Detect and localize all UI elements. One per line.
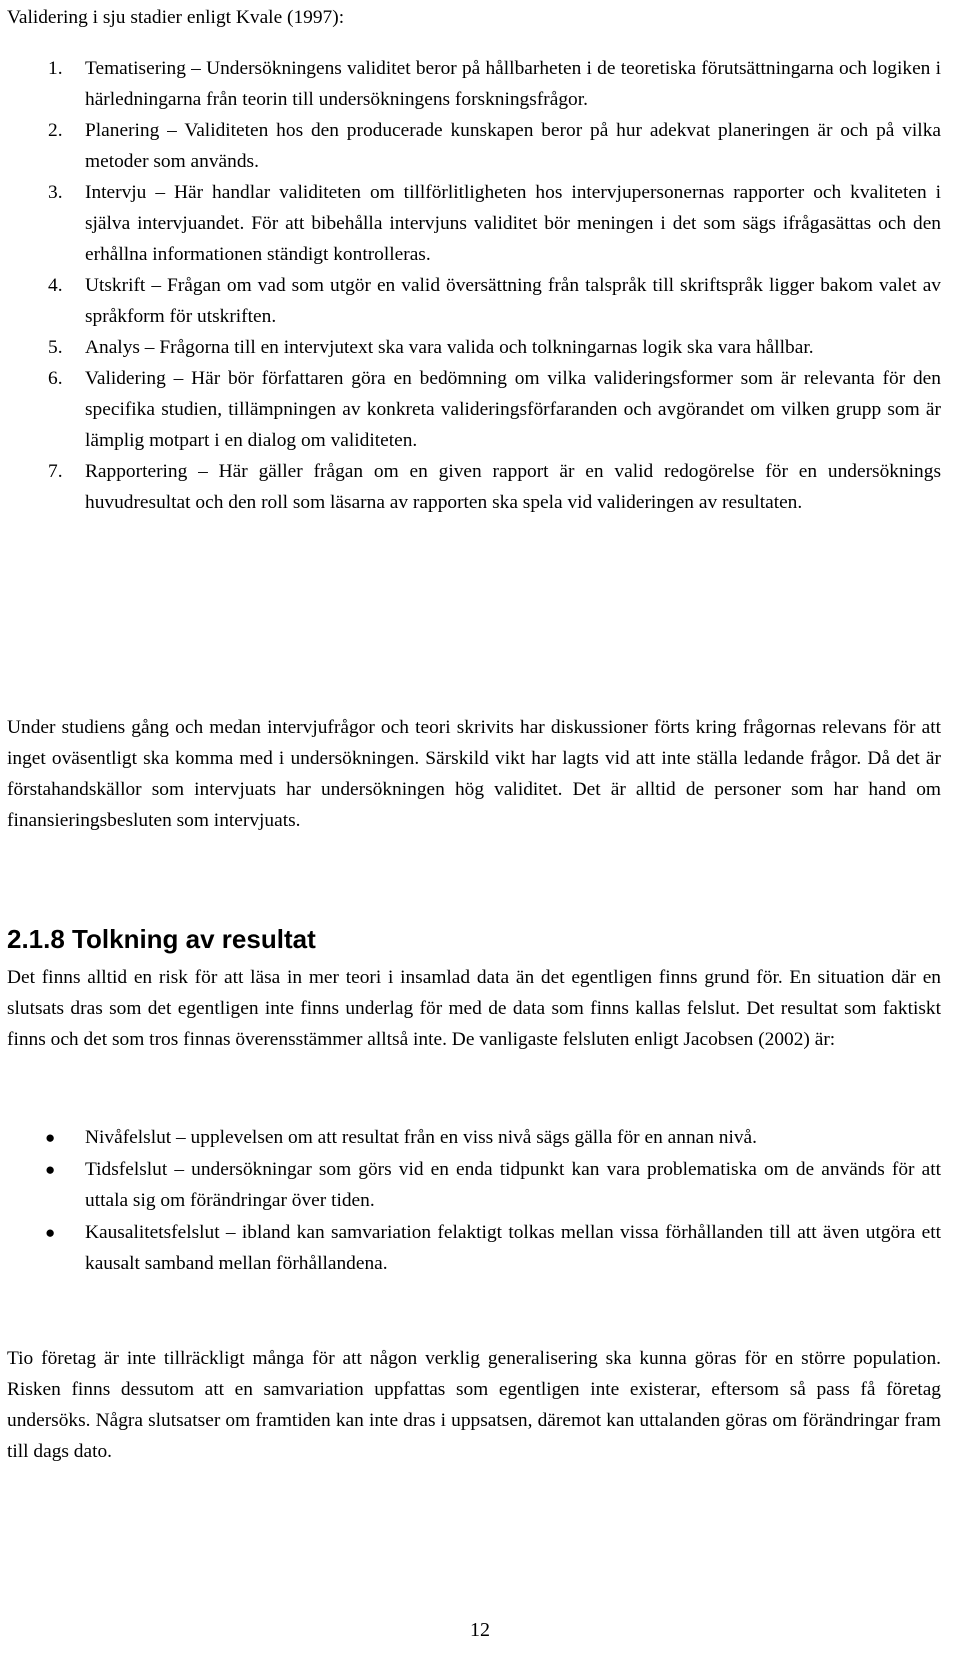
list-number: 4. (48, 275, 63, 296)
bullet-item (0, 1217, 960, 1279)
paragraph-interpretation: Det finns alltid en risk för att läsa in mer teori i insamlad data än det egentligen finns grund för. En situation där en slutsats dras som det egentligen inte finns underlag för med de data som finns kallas felslut. Det resultat som faktiskt finns och det som tros finnas överensstämmer alltså inte. De vanligaste felsluten enligt Jacobsen (2002) är: (7, 967, 941, 1050)
fallacy-bullet-list (0, 1122, 960, 1280)
list-number: 7. (48, 461, 63, 482)
list-item (0, 177, 960, 270)
list-item (0, 115, 960, 177)
list-item-text: Intervju – Här handlar validiteten om tillförlitligheten hos intervjupersonernas rapporter och kvaliteten i själva intervjuandet. För att bibehålla intervjuns validitet bör meningen i det som sägs ifrågasättas och den erhållna informationen ständigt kontrolleras. (85, 182, 941, 265)
bullet-text: Tidsfelslut – undersökningar som görs vid en enda tidpunkt kan vara problematiska om de används för att uttala sig om förändringar över tiden. (85, 1159, 941, 1211)
list-number: 2. (48, 120, 63, 141)
paragraph-validity: Under studiens gång och medan intervjufrågor och teori skrivits har diskussioner förts kring frågornas relevans för att inget oväsentligt ska komma med i undersökningen. Särskild vikt har lagts vid att inte ställa ledande frågor. Då det är förstahandskällor som intervjuats har undersökningen hög validitet. Det är alltid de personer som har hand om finansieringsbesluten som intervjuats. (7, 717, 941, 831)
bullet-icon: ● (45, 1160, 56, 1179)
bullet-item (0, 1154, 960, 1216)
list-number: 6. (48, 368, 63, 389)
list-item-text: Analys – Frågorna till en intervjutext ska vara valida och tolkningarnas logik ska vara hållbar. (85, 337, 814, 358)
page-number: 12 (470, 1619, 490, 1641)
list-number: 3. (48, 182, 63, 203)
list-item-text: Validering – Här bör författaren göra en bedömning om vilka valideringsformer som är relevanta för den specifika studien, tillämpningen av konkreta valideringsförfaranden och avgörandet om vilken grupp som är lämplig motpart i en dialog om validiteten. (85, 368, 941, 451)
section-heading: 2.1.8 Tolkning av resultat (7, 924, 316, 954)
list-item-text: Rapportering – Här gäller frågan om en given rapport är en valid redogörelse för en undersöknings huvudresultat och den roll som läsarna av rapporten ska spela vid valideringen av resultaten. (85, 461, 941, 513)
paragraph-generalisation: Tio företag är inte tillräckligt många för att någon verklig generalisering ska kunna göras för en större population. Risken finns dessutom att en samvariation uppfattas som egentligen inte existerar, eftersom så pass få företag undersöks. Några slutsatser om framtiden kan inte dras i uppsatsen, däremot kan uttalanden göras om förändringar fram till dags dato. (7, 1348, 941, 1462)
list-item-text: Tematisering – Undersökningens validitet beror på hållbarheten i de teoretiska förutsättningarna och logiken i härledningarna från teorin till undersökningens forskningsfrågor. (85, 58, 941, 110)
bullet-text: Nivåfelslut – upplevelsen om att resultat från en viss nivå sägs gälla för en annan nivå. (85, 1127, 758, 1148)
bullet-icon: ● (45, 1128, 56, 1147)
bullet-text: Kausalitetsfelslut – ibland kan samvariation felaktigt tolkas mellan vissa förhållanden till att även utgöra ett kausalt samband mellan förhållandena. (85, 1222, 941, 1274)
list-number: 5. (48, 337, 63, 358)
validation-stages-list (0, 53, 960, 518)
list-item (0, 53, 960, 115)
list-item (0, 456, 960, 518)
list-item-text: Utskrift – Frågan om vad som utgör en valid översättning från talspråk till skriftspråk ligger bakom valet av språkform för utskriften. (85, 275, 941, 327)
list-number: 1. (48, 58, 63, 79)
bullet-item (0, 1122, 960, 1153)
list-item (0, 363, 960, 456)
list-item (0, 332, 960, 363)
list-item-text: Planering – Validiteten hos den producerade kunskapen beror på hur adekvat planeringen är och på vilka metoder som används. (85, 120, 941, 172)
bullet-icon: ● (45, 1223, 56, 1242)
intro-line: Validering i sju stadier enligt Kvale (1997): (7, 7, 345, 28)
list-item (0, 270, 960, 332)
